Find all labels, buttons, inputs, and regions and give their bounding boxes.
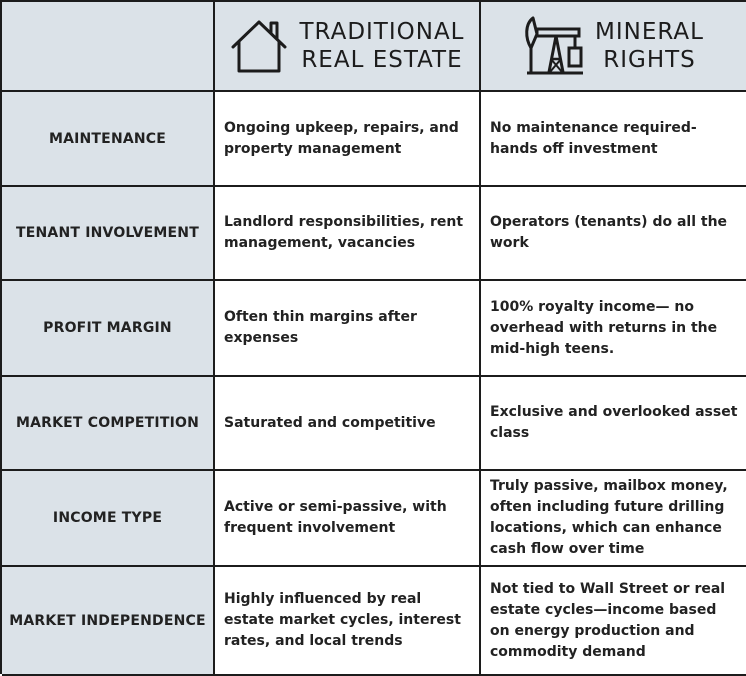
mineral-competition-cell: Exclusive and overlooked asset class [481, 377, 746, 471]
corner-cell [2, 2, 215, 92]
traditional-profit-cell: Often thin margins after expenses [215, 281, 481, 377]
mineral-tenant-cell: Operators (tenants) do all the work [481, 187, 746, 281]
traditional-tenant-cell: Landlord responsibilities, rent management, vacancies [215, 187, 481, 281]
oil-pumpjack-icon [523, 14, 585, 78]
row-label-income-type: INCOME TYPE [2, 471, 215, 567]
row-label-profit-margin: PROFIT MARGIN [2, 281, 215, 377]
mineral-title-line1: MINERAL [595, 19, 704, 45]
mineral-independence-cell: Not tied to Wall Street or real estate cycles—income based on energy production and commodity demand [481, 567, 746, 676]
row-label-market-competition: MARKET COMPETITION [2, 377, 215, 471]
traditional-title-line2: REAL ESTATE [301, 47, 463, 73]
traditional-maintenance-cell: Ongoing upkeep, repairs, and property management [215, 92, 481, 187]
traditional-real-estate-title [299, 18, 464, 74]
row-label-maintenance: MAINTENANCE [2, 92, 215, 187]
traditional-independence-cell: Highly influenced by real estate market cycles, interest rates, and local trends [215, 567, 481, 676]
row-label-tenant-involvement: TENANT INVOLVEMENT [2, 187, 215, 281]
traditional-competition-cell: Saturated and competitive [215, 377, 481, 471]
traditional-real-estate-header [215, 2, 481, 92]
mineral-income-cell: Truly passive, mailbox money, often including future drilling locations, which can enhance cash flow over time [481, 471, 746, 567]
mineral-title-line2: RIGHTS [603, 47, 696, 73]
mineral-maintenance-cell: No maintenance required- hands off investment [481, 92, 746, 187]
mineral-profit-cell: 100% royalty income— no overhead with returns in the mid-high teens. [481, 281, 746, 377]
mineral-rights-title [595, 18, 704, 74]
traditional-income-cell: Active or semi-passive, with frequent involvement [215, 471, 481, 567]
traditional-title-line1: TRADITIONAL [299, 19, 465, 45]
row-label-market-independence: MARKET INDEPENDENCE [2, 567, 215, 676]
house-icon [229, 17, 289, 75]
mineral-rights-header [481, 2, 746, 92]
